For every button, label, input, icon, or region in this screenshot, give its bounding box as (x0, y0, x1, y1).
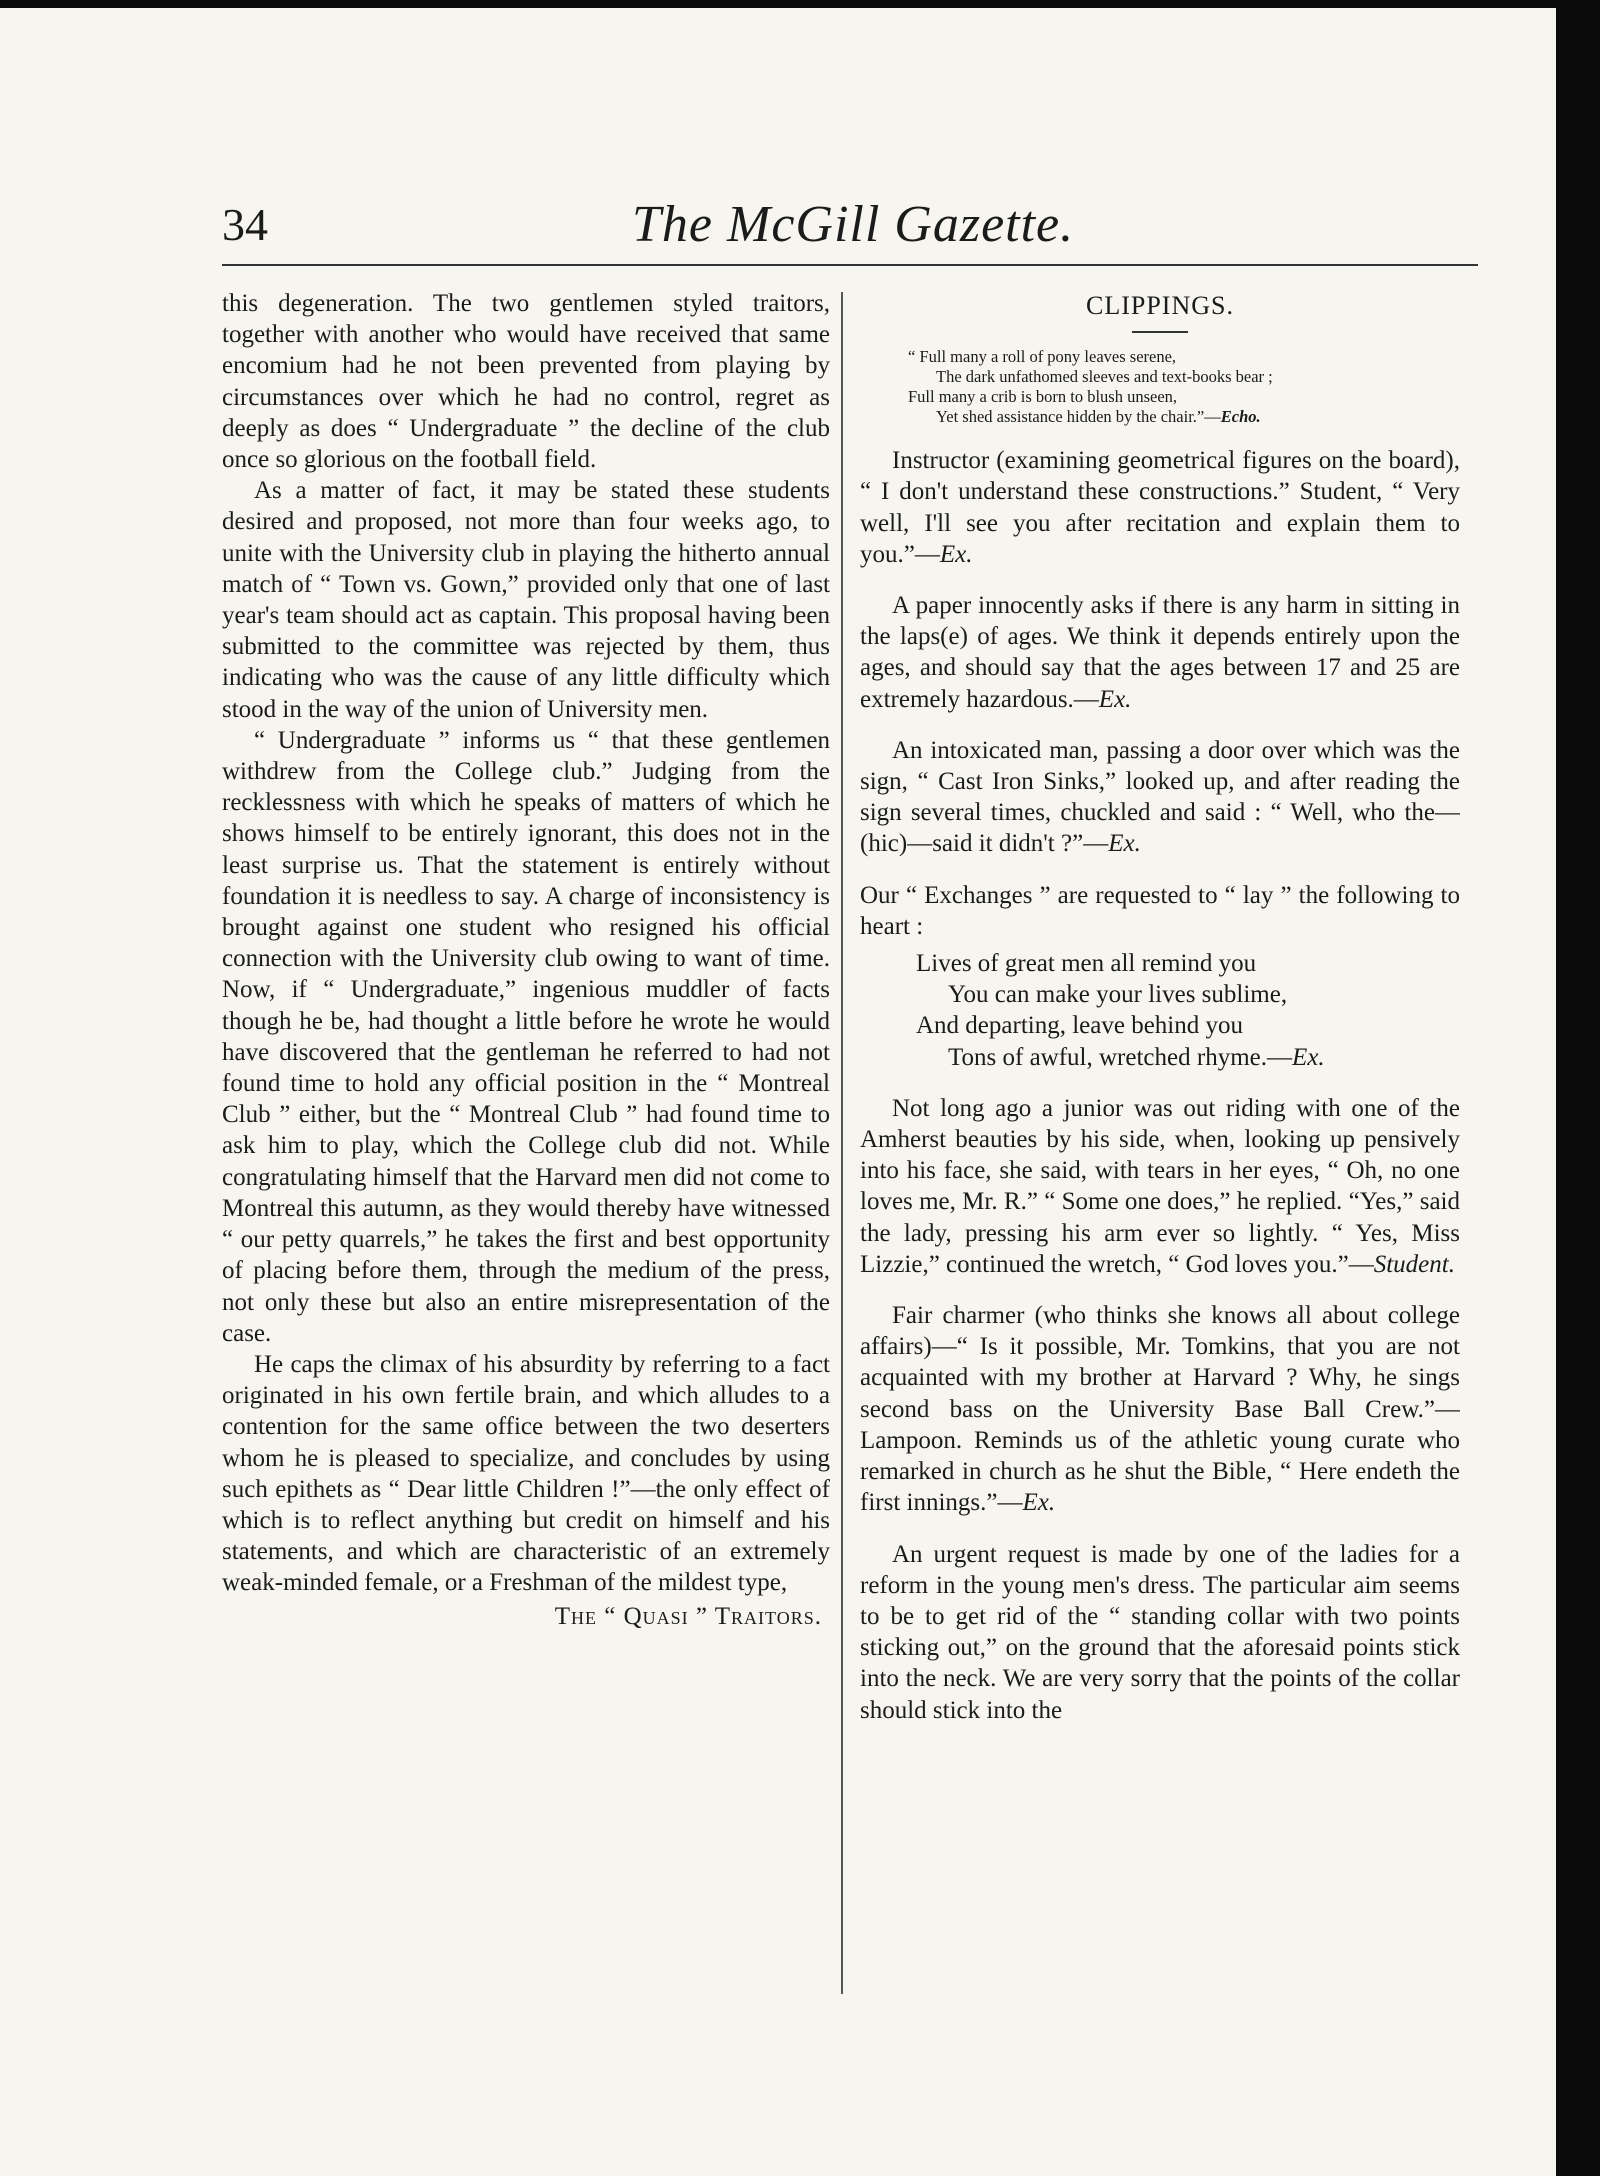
page-number: 34 (222, 199, 268, 250)
header-rule (222, 264, 1478, 266)
article-signature: The “ Quasi ” Traitors. (554, 1602, 822, 1630)
poem-line: Tons of awful, wretched rhyme.—Ex. (948, 1043, 1325, 1071)
poem-line: Lives of great men all remind you (916, 950, 1257, 978)
clipping-source: Student. (1373, 1250, 1455, 1278)
epigraph-line: The dark unfathomed sleeves and text-books bear ; (936, 367, 1273, 387)
poem (916, 948, 1460, 1073)
title-rule (1132, 331, 1188, 333)
clipping-item: Fair charmer (who thinks she knows all about college affairs)—“ Is it possible, Mr. Tomkins, that you are not acquainted with my brother at Harvard ? Why, he sings second bass on the University Base Ball Crew.”—Lampoon. Reminds us of the athletic young curate who remarked in church as he shut the Bible, “ Here endeth the first innings.”—Ex. (860, 1302, 1460, 1517)
clipping-source: Ex. (1022, 1489, 1056, 1517)
epigraph-line: Full many a crib is born to blush unseen, (908, 387, 1178, 407)
epigraph-line: Yet shed assistance hidden by the chair.”—Echo. (936, 407, 1261, 427)
column-divider (841, 292, 843, 1994)
clipping-item: Not long ago a junior was out riding with one of the Amherst beauties by his side, when, looking up pensively into his face, she said, with tears in her eyes, “ Oh, no one loves me, Mr. R.” “ Some one does,” he replied. “Yes,” said the lady, pressing his arm ever so lightly. “ Yes, Miss Lizzie,” continued the wretch, “ God loves you.”—Student. (860, 1094, 1460, 1278)
right-column (860, 288, 1460, 2008)
article-paragraph: “ Undergraduate ” informs us “ that these gentlemen withdrew from the College club.” Judging from the recklessness with which he speaks of matters of which he shows himself to be entirely ignorant, this does not in the least surprise us. That the statement is entirely without foundation it is needless to say. A charge of inconsistency is brought against one student who resigned his official connection with the University club owing to want of time. Now, if “ Undergraduate,” ingenious muddler of facts though he be, had thought a little before he wrote he would have discovered that the gentleman he referred to had not found time to hold any official position in the “ Montreal Club ” either, but the “ Montreal Club ” had found time to ask him to play, which the College club did not. While congratulating himself that the Harvard men did not come to Montreal this autumn, as they would thereby have witnessed “ our petty quarrels,” he takes the first and best opportunity of placing before them, through the medium of the press, not only these but also an entire misrepresentation of the case. (222, 726, 830, 1347)
article-paragraph: As a matter of fact, it may be stated these students desired and proposed, not more than four weeks ago, to unite with the University club in playing the hitherto annual match of “ Town vs. Gown,” provided only that one of last year's team should act as captain. This proposal having been submitted to the committee was rejected by them, thus indicating who was the cause of any little difficulty which stood in the way of the union of University men. (222, 477, 830, 723)
article-paragraph: He caps the climax of his absurdity by referring to a fact originated in his own fertile brain, and which alludes to a contention for the same office between the two deserters whom he is pleased to specialize, and concludes by using such epithets as “ Dear little Children !”—the only effect of which is to reflect anything but credit on himself and his statements, and which are characteristic of an extremely weak-minded female, or a Freshman of the mildest type, (222, 1350, 830, 1597)
clipping-item: Our “ Exchanges ” are requested to “ lay ” the following to heart : (860, 881, 1460, 940)
poem-source: Ex. (1291, 1043, 1325, 1071)
clipping-item: A paper innocently asks if there is any harm in sitting in the laps(e) of ages. We think it depends entirely upon the ages, and should say that the ages between 17 and 25 are extremely hazardous.—Ex. (860, 592, 1460, 713)
scan-border-top (0, 0, 1600, 8)
epigraph-line: “ Full many a roll of pony leaves serene, (908, 347, 1177, 367)
article-paragraph: this degeneration. The two gentlemen styled traitors, together with another who would have received that same encomium had he not been prevented from playing by circumstances over which he had no control, regret as deeply as does “ Undergraduate ” the decline of the club once so glorious on the football field. (222, 290, 830, 474)
clipping-source: Ex. (1098, 685, 1132, 713)
clipping-source: Ex. (939, 540, 973, 568)
poem-line: And departing, leave behind you (916, 1012, 1243, 1040)
clipping-item: Instructor (examining geometrical figures on the board), “ I don't understand these constructions.” Student, “ Very well, I'll see you after recitation and explain them to you.”—Ex. (860, 447, 1460, 568)
page-header (222, 190, 1478, 260)
scan-border-right (1556, 0, 1600, 2176)
section-title: CLIPPINGS. (1086, 291, 1234, 320)
poem-line: You can make your lives sublime, (948, 981, 1288, 1009)
epigraph (908, 347, 1460, 427)
clipping-source: Ex. (1108, 830, 1141, 858)
clipping-item: An urgent request is made by one of the ladies for a reform in the young men's dress. The particular aim seems to be to get rid of the “ standing collar with two points sticking out,” on the ground that the aforesaid points stick into the neck. We are very sorry that the points of the collar should stick into the (860, 1540, 1460, 1724)
epigraph-source: Echo. (1220, 407, 1261, 427)
clipping-item: An intoxicated man, passing a door over which was the sign, “ Cast Iron Sinks,” looked up, and after reading the sign several times, chuckled and said : “ Well, who the—(hic)—said it didn't ?”—Ex. (860, 736, 1460, 858)
publication-title: The McGill Gazette. (632, 196, 1075, 253)
left-column (222, 288, 830, 2008)
